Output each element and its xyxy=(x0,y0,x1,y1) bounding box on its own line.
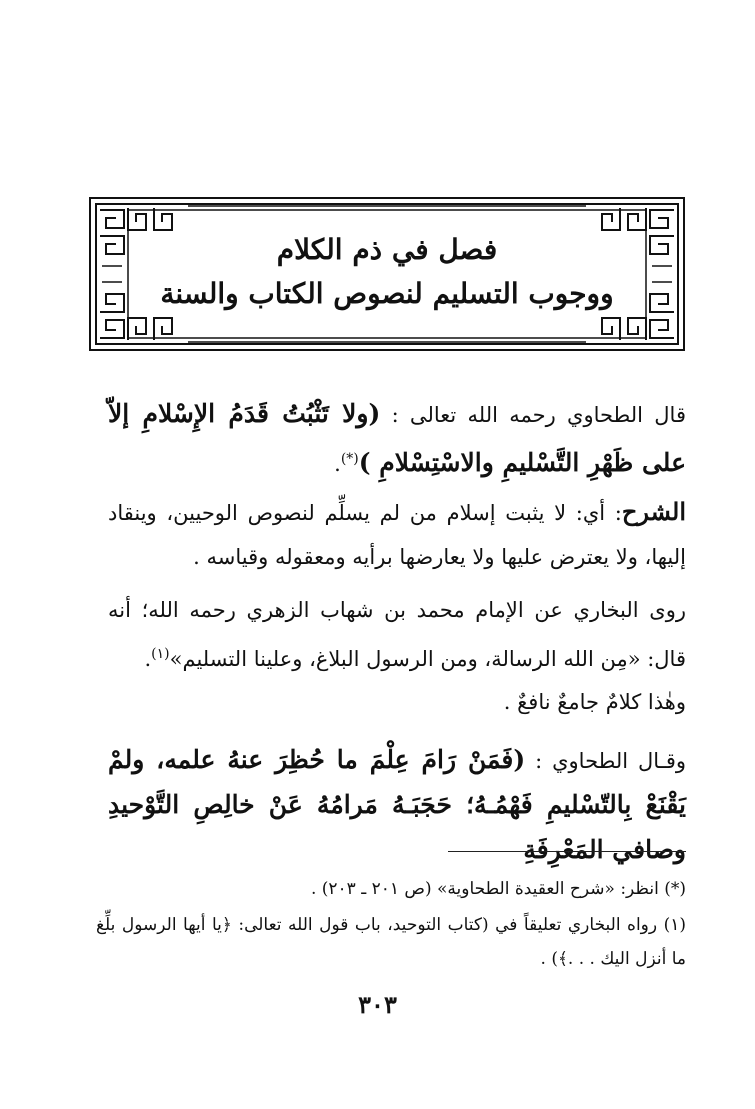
paragraph-tahawi-quote-1 xyxy=(108,392,686,486)
commentary-label: الشرح xyxy=(621,497,686,526)
narration-text: روى البخاري عن الإمام محمد بن شهاب الزهري رحمه الله؛ أنه قال: «مِن الله الرسالة، ومن الرسول البلاغ، وعلينا التسليم» xyxy=(108,598,686,671)
chapter-title-frame xyxy=(88,196,686,352)
paragraph-remark: وهٰذا كلامٌ جامعٌ نافعٌ . xyxy=(503,690,686,714)
footnote-ref-star: (*) xyxy=(340,451,359,467)
paragraph-tahawi-quote-2 xyxy=(108,738,686,873)
paragraph-end: . xyxy=(144,647,152,671)
ornamental-border-icon xyxy=(88,196,686,352)
footnote-star: (*) انظر: «شرح العقيدة الطحاوية» (ص ٢٠١ ـ ٢٠٣) . xyxy=(310,879,686,899)
paragraph-end: . xyxy=(334,452,341,476)
commentary-text: : أي: لا يثبت إسلام من لم يسلِّم لنصوص الوحيين، وينقاد إليها، ولا يعترض عليها ولا يعارضها برأيه ومعقوله وقياسه . xyxy=(108,501,686,569)
chapter-title-line-1: فصل في ذم الكلام xyxy=(276,233,498,266)
footnote-1: (١) رواه البخاري تعليقاً في (كتاب التوحيد، باب قول الله تعالى: ﴿يا أيها الرسول بلِّغ ما أنزل اليك . . .﴾) . xyxy=(96,915,686,969)
footnote-ref-1: (١) xyxy=(151,646,170,662)
paragraph-bukhari-narration xyxy=(108,588,686,681)
paragraph-intro: قال الطحاوي رحمه الله تعالى : xyxy=(380,403,686,427)
matn-quote: (ولا تَثْبُتُ قَدَمُ الإِسْلامِ إلاّ على ظَهْرِ التَّسْليمِ والاسْتِسْلامِ ) xyxy=(108,399,686,477)
paragraph-commentary xyxy=(108,490,686,579)
paragraph-intro: وقـال الطحاوي : xyxy=(525,749,686,773)
matn-quote: (فَمَنْ رَامَ عِلْمَ ما حُظِرَ عنهُ علمه، ولمْ يَقْنَعْ بِالتّسْليمِ فَهْمُـهُ؛ حَجَبَـهُ مَرامُهُ عَنْ خالِصِ التَّوْحيدِ وصافي المَعْرِفَةِ xyxy=(108,745,686,864)
page-number: ٣٠٣ xyxy=(358,990,397,1019)
footnote-separator xyxy=(448,851,686,852)
chapter-title-line-2: ووجوب التسليم لنصوص الكتاب والسنة xyxy=(160,277,614,310)
